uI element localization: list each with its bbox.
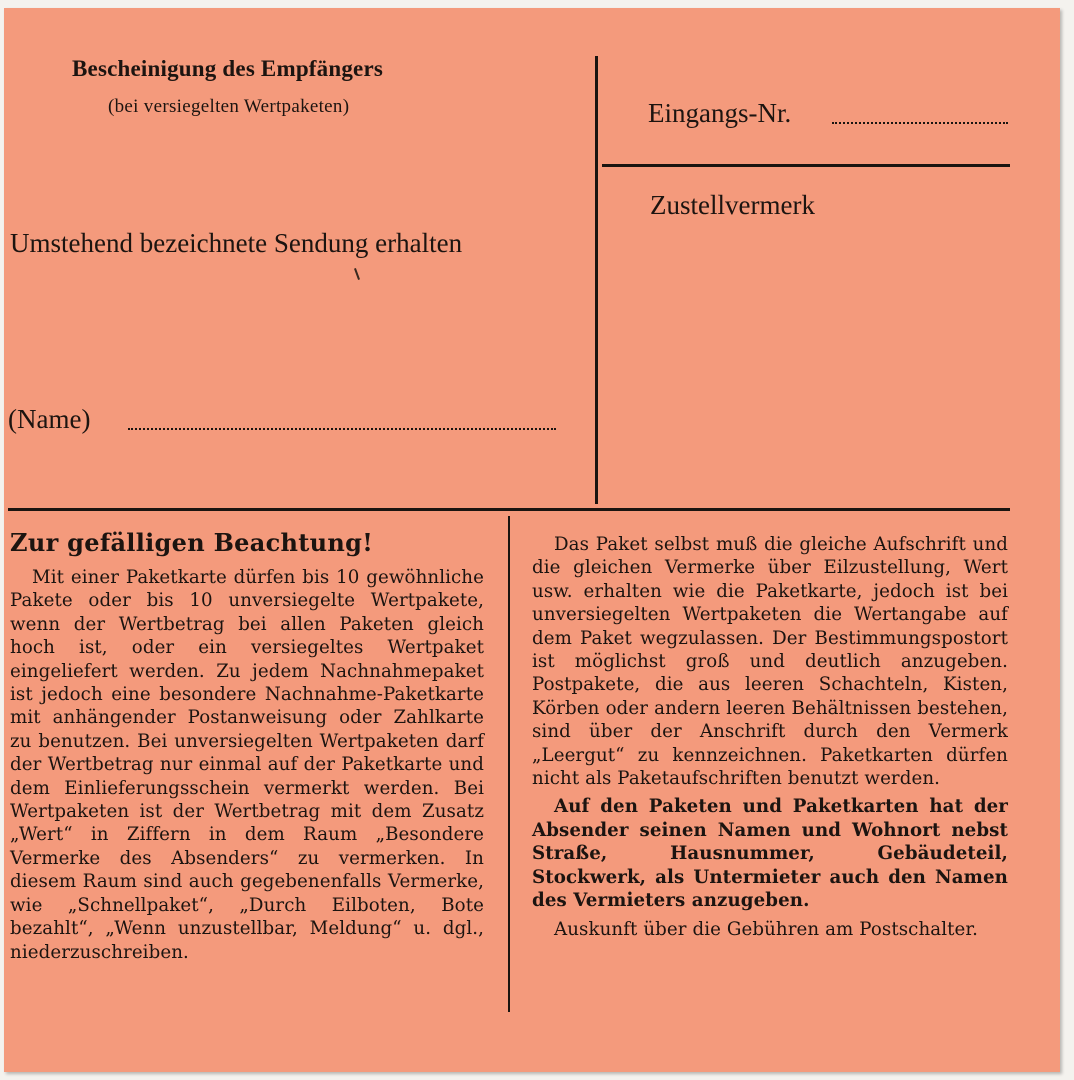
receipt-subtitle: (bei versiegelten Wertpaketen) bbox=[108, 96, 350, 117]
middle-horizontal-divider bbox=[8, 508, 1010, 511]
receipt-title: Bescheinigung des Empfängers bbox=[72, 56, 384, 81]
entry-divider bbox=[602, 164, 1010, 167]
ink-mark bbox=[354, 268, 360, 280]
notice-title: Zur gefälligen Beachtung! bbox=[10, 528, 374, 557]
delivery-note-label: Zustellvermerk bbox=[650, 190, 815, 220]
entry-number-label: Eingangs-Nr. bbox=[648, 98, 792, 128]
entry-number-field[interactable] bbox=[832, 122, 1008, 124]
lower-vertical-divider bbox=[508, 516, 510, 1012]
notice-left-column bbox=[10, 566, 484, 964]
notice-right-paragraph-1: Das Paket selbst muß die gleiche Aufschrift und die gleichen Vermerke über Eilzustellung, Wert usw. erhalten wie die Paketkarte, jedoch ist bei unversiegelten Wertpaketen die Wertangabe auf dem Paket wegzulassen. Der Bestimmungspostort ist möglichst groß und deutlich anzugeben. Postpakete, die aus leeren Schachteln, Kisten, Körben oder andern leeren Behältnissen bestehen, sind über der Anschrift durch den Vermerk „Leergut“ zu kennzeichnen. Paketkarten dürfen nicht als Paketaufschriften benutzt werden. bbox=[532, 534, 1008, 790]
notice-right-paragraph-2: Auf den Paketen und Paketkarten hat der Absender seinen Namen und Wohnort nebst Straße, Hausnummer, Gebäudeteil, Stockwerk, als Untermieter auch den Namen des Vermieters anzugeben. bbox=[532, 796, 1008, 912]
notice-left-paragraph: Mit einer Paketkarte dürfen bis 10 gewöhnliche Pakete oder bis 10 unversiegelte Wertpakete, wenn der Wertbetrag bei allen Paketen gleich hoch ist, oder ein versiegeltes Wertpaket eingeliefert werden. Zu jedem Nachnahmepaket ist jedoch eine besondere Nachnahme-Paketkarte mit anhängender Postanweisung oder Zahlkarte zu benutzen. Bei unversiegelten Wertpaketen darf der Wertbetrag nur einmal auf der Paketkarte und dem Einlieferungsschein vermerkt werden. Bei Wertpaketen ist der Wertbetrag mit dem Zusatz „Wert“ in Ziffern in dem Raum „Besondere Vermerke des Absenders“ zu vermerken. In diesem Raum sind auch gegebenenfalls Vermerke, wie „Schnellpaket“, „Durch Eilboten, Bote bezahlt“, „Wenn unzustellbar, Meldung“ u. dgl., niederzuschreiben. bbox=[10, 567, 484, 963]
notice-right-paragraph-3: Auskunft über die Gebühren am Postschalter. bbox=[554, 918, 979, 940]
name-label: (Name) bbox=[8, 404, 91, 434]
parcel-card-back bbox=[4, 8, 1060, 1072]
received-statement: Umstehend bezeichnete Sendung erhalten bbox=[10, 228, 463, 258]
upper-vertical-divider bbox=[595, 56, 598, 504]
name-field[interactable] bbox=[128, 428, 556, 430]
notice-right-column bbox=[532, 533, 1008, 941]
